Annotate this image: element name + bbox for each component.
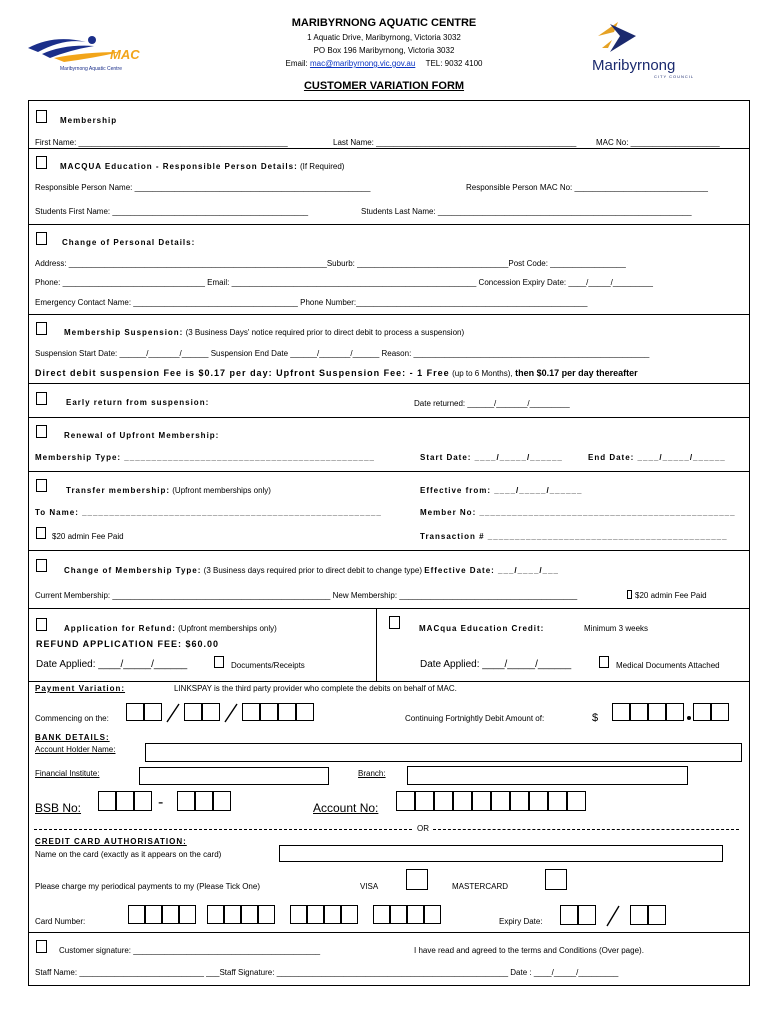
commence-year-digit-2[interactable] <box>260 703 278 721</box>
amount-digit-1[interactable] <box>612 703 630 721</box>
account-holder-input[interactable] <box>145 743 742 762</box>
card-digit[interactable] <box>162 905 179 924</box>
mac-logo-text: MAC <box>110 47 140 62</box>
column-divider <box>376 608 377 681</box>
address-suburb-postcode-fields[interactable]: Address: __________________________________________________________Suburb: __________________________________Post Code: _________________ <box>35 259 626 268</box>
edu-credit-title: MACqua Education Credit: <box>419 624 545 633</box>
financial-institute-label: Financial Institute: <box>35 769 100 778</box>
refund-fee: REFUND APPLICATION FEE: $60.00 <box>36 639 220 649</box>
suspension-note: (3 Business Days' notice required prior to direct debit to process a suspension) <box>185 328 465 337</box>
current-new-membership-fields[interactable]: Current Membership: _________________________________________________ New Membership: ________________________________________ <box>35 591 578 600</box>
education-title: MACQUA Education - Responsible Person Details: <box>60 162 298 171</box>
account-digit-10[interactable] <box>567 791 586 811</box>
refund-header <box>64 624 277 634</box>
personal-details-title: Change of Personal Details: <box>62 238 196 247</box>
account-digit-7[interactable] <box>510 791 529 811</box>
transfer-fee-checkbox[interactable] <box>36 527 46 539</box>
education-note: (If Required) <box>299 162 345 171</box>
effective-from-field[interactable]: Effective from: ____/_____/______ <box>420 486 583 495</box>
early-return-checkbox[interactable] <box>36 392 47 405</box>
early-return-title: Early return from suspension: <box>66 398 210 407</box>
suspension-title: Membership Suspension: <box>64 328 184 337</box>
please-charge-label: Please charge my periodical payments to my (Please Tick One) <box>35 882 260 891</box>
card-digit[interactable] <box>241 905 258 924</box>
students-last-name-field[interactable]: Students Last Name: _________________________________________________________ <box>361 207 692 216</box>
suspension-dates-fields[interactable]: Suspension Start Date: ______/_______/______ Suspension End Date ______/_______/______ Reason: _____________________________________________________ <box>35 349 650 358</box>
card-digit[interactable] <box>307 905 324 924</box>
credit-card-title: CREDIT CARD AUTHORISATION: <box>35 837 187 846</box>
divider <box>28 148 750 149</box>
mac-logo-subtitle: Maribyrnong Aquatic Centre <box>60 66 122 72</box>
card-digit[interactable] <box>341 905 358 924</box>
transaction-field[interactable]: Transaction # ____________________________________________ <box>420 532 728 541</box>
commence-year-digit-4[interactable] <box>296 703 314 721</box>
renewal-title: Renewal of Upfront Membership: <box>64 431 220 440</box>
card-digit[interactable] <box>258 905 275 924</box>
medical-documents-checkbox[interactable] <box>599 656 609 668</box>
bsb-digit-5[interactable] <box>195 791 213 811</box>
linkspay-note: LINKSPAY is the third party provider who complete the debits on behalf of MAC. <box>174 684 457 693</box>
card-digit[interactable] <box>424 905 441 924</box>
expiry-year-digit-1[interactable] <box>630 905 648 925</box>
card-digit[interactable] <box>324 905 341 924</box>
refund-title: Application for Refund: <box>64 624 176 633</box>
refund-note: (Upfront memberships only) <box>178 624 277 633</box>
change-type-fee-checkbox[interactable] <box>627 590 632 599</box>
medical-documents-label: Medical Documents Attached <box>616 661 720 670</box>
divider <box>28 608 750 609</box>
account-digit-1[interactable] <box>396 791 415 811</box>
divider <box>28 224 750 225</box>
first-name-field[interactable]: First Name: _______________________________________________ <box>35 138 288 147</box>
refund-documents-label: Documents/Receipts <box>231 661 305 670</box>
staff-fields[interactable]: Staff Name: ____________________________ ___Staff Signature: ____________________________________________________ Date : ____/_____/_________ <box>35 968 619 977</box>
end-date-field[interactable]: End Date: ____/_____/______ <box>588 453 726 462</box>
membership-checkbox[interactable] <box>36 110 47 123</box>
change-type-header <box>64 566 559 576</box>
or-separator-left <box>34 829 412 830</box>
expiry-date-label: Expiry Date: <box>499 917 543 926</box>
dollar-sign: $ <box>592 712 599 724</box>
bsb-digit-3[interactable] <box>134 791 152 811</box>
card-digit[interactable] <box>373 905 390 924</box>
edu-credit-date-applied-field[interactable]: Date Applied: ____/_____/______ <box>420 659 572 670</box>
account-digit-6[interactable] <box>491 791 510 811</box>
commence-day-digit-1[interactable] <box>126 703 144 721</box>
change-type-fee-label: $20 admin Fee Paid <box>635 591 707 600</box>
card-name-label: Name on the card (exactly as it appears on the card) <box>35 850 222 859</box>
to-name-field[interactable]: To Name: _______________________________________________________ <box>35 508 382 517</box>
refund-documents-checkbox[interactable] <box>214 656 224 668</box>
bsb-digit-2[interactable] <box>116 791 134 811</box>
emergency-contact-fields[interactable]: Emergency Contact Name: _____________________________________ Phone Number:____________________________________________________ <box>35 298 588 307</box>
bsb-dash: - <box>158 794 164 811</box>
education-checkbox[interactable] <box>36 156 47 169</box>
account-digit-4[interactable] <box>453 791 472 811</box>
card-digit[interactable] <box>407 905 424 924</box>
account-digit-9[interactable] <box>548 791 567 811</box>
card-digit[interactable] <box>224 905 241 924</box>
card-digit[interactable] <box>179 905 196 924</box>
change-type-effective-field[interactable]: Effective Date: ___/____/___ <box>424 566 559 575</box>
council-logo <box>588 14 720 80</box>
email-link[interactable]: mac@maribyrnong.vic.gov.au <box>309 59 416 68</box>
account-digit-8[interactable] <box>529 791 548 811</box>
renewal-checkbox[interactable] <box>36 425 47 438</box>
commence-month-digit-2[interactable] <box>202 703 220 721</box>
branch-label: Branch: <box>358 769 386 778</box>
refund-date-applied-field[interactable]: Date Applied: ____/_____/______ <box>36 659 188 670</box>
suspension-fee-b: (up to 6 Months), <box>452 369 513 378</box>
personal-details-checkbox[interactable] <box>36 232 47 245</box>
transfer-checkbox[interactable] <box>36 479 47 492</box>
continuing-label: Continuing Fortnightly Debit Amount of: <box>405 714 545 723</box>
card-digit[interactable] <box>128 905 145 924</box>
customer-signature-field[interactable]: Customer signature: __________________________________________ <box>59 946 321 955</box>
terms-agreement-text: I have read and agreed to the terms and Conditions (Over page). <box>414 946 644 955</box>
suspension-header <box>64 328 464 338</box>
payment-variation-title: Payment Variation: <box>35 684 126 693</box>
amount-cents-digit-2[interactable] <box>711 703 729 721</box>
change-type-checkbox[interactable] <box>36 559 47 572</box>
expiry-year-digit-2[interactable] <box>648 905 666 925</box>
divider <box>28 550 750 551</box>
date-separator-icon <box>164 702 182 724</box>
org-name: MARIBYRNONG AQUATIC CENTRE <box>291 17 477 29</box>
commencing-label: Commencing on the: <box>35 714 109 723</box>
commence-month-digit-1[interactable] <box>184 703 202 721</box>
divider <box>28 681 750 682</box>
visa-checkbox[interactable] <box>406 869 428 890</box>
transfer-fee-label: $20 admin Fee Paid <box>52 532 124 541</box>
member-no-field[interactable]: Member No: _______________________________________________ <box>420 508 736 517</box>
card-digit[interactable] <box>145 905 162 924</box>
card-digit[interactable] <box>290 905 307 924</box>
branch-input[interactable] <box>407 766 688 785</box>
divider <box>28 471 750 472</box>
phone-email-concession-fields[interactable]: Phone: ________________________________ Email: _______________________________________________________ Concession Expiry Date: ____/_____/_________ <box>35 278 653 287</box>
responsible-person-name-field[interactable]: Responsible Person Name: _____________________________________________________ <box>35 183 371 192</box>
responsible-person-mac-field[interactable]: Responsible Person MAC No: ______________________________ <box>466 183 708 192</box>
refund-checkbox[interactable] <box>36 618 47 631</box>
decimal-point <box>687 716 691 720</box>
financial-institute-input[interactable] <box>139 767 329 785</box>
mac-no-field[interactable]: MAC No: ____________________ <box>596 138 720 147</box>
transfer-header <box>66 486 271 496</box>
card-digit[interactable] <box>390 905 407 924</box>
bank-details-title: BANK DETAILS: <box>35 733 110 742</box>
transfer-note: (Upfront memberships only) <box>172 486 271 495</box>
mastercard-checkbox[interactable] <box>545 869 567 890</box>
divider <box>28 932 750 933</box>
amount-digit-3[interactable] <box>648 703 666 721</box>
bsb-digit-6[interactable] <box>213 791 231 811</box>
edu-credit-checkbox[interactable] <box>389 616 400 629</box>
date-separator-icon <box>222 702 240 724</box>
account-no-label: Account No: <box>313 801 379 815</box>
customer-signature-checkbox[interactable] <box>36 940 47 953</box>
membership-type-field[interactable]: Membership Type: ______________________________________________ <box>35 453 375 462</box>
address-line-1: 1 Aquatic Drive, Maribyrnong, Victoria 3032 <box>307 33 461 42</box>
divider <box>28 417 750 418</box>
education-header <box>60 162 344 172</box>
bsb-digit-1[interactable] <box>98 791 116 811</box>
telephone: TEL: 9032 4100 <box>425 59 483 68</box>
account-digit-2[interactable] <box>415 791 434 811</box>
form-title: CUSTOMER VARIATION FORM <box>303 80 465 92</box>
suspension-fee-line <box>35 368 638 379</box>
visa-label: VISA <box>360 882 379 891</box>
card-number-label: Card Number: <box>35 917 86 926</box>
account-holder-label: Account Holder Name: <box>35 745 116 754</box>
suspension-fee-c: then $0.17 per day thereafter <box>515 368 638 378</box>
transfer-title: Transfer membership: <box>66 486 171 495</box>
change-type-note: (3 Business days required prior to direct debit to change type) <box>203 566 422 575</box>
date-returned-field[interactable]: Date returned: ______/_______/_________ <box>414 399 570 408</box>
amount-digit-2[interactable] <box>630 703 648 721</box>
suspension-checkbox[interactable] <box>36 322 47 335</box>
membership-title: Membership <box>60 116 118 125</box>
card-name-input[interactable] <box>279 845 723 862</box>
bsb-label: BSB No: <box>35 801 82 815</box>
suspension-fee-a: Direct debit suspension Fee is $0.17 per day: Upfront Suspension Fee: - 1 Free <box>35 368 450 378</box>
account-digit-5[interactable] <box>472 791 491 811</box>
divider <box>28 383 750 384</box>
account-digit-3[interactable] <box>434 791 453 811</box>
commence-year-digit-1[interactable] <box>242 703 260 721</box>
mastercard-label: MASTERCARD <box>452 882 509 891</box>
council-logo-text: Maribyrnong <box>592 57 676 74</box>
commence-day-digit-2[interactable] <box>144 703 162 721</box>
amount-digit-4[interactable] <box>666 703 684 721</box>
last-name-field[interactable]: Last Name: _____________________________________________ <box>333 138 577 147</box>
start-date-field[interactable]: Start Date: ____/_____/______ <box>420 453 563 462</box>
expiry-month-digit-1[interactable] <box>560 905 578 925</box>
commence-year-digit-3[interactable] <box>278 703 296 721</box>
expiry-month-digit-2[interactable] <box>578 905 596 925</box>
address-line-2: PO Box 196 Maribyrnong, Victoria 3032 <box>313 46 455 55</box>
council-logo-subtitle: CITY COUNCIL <box>654 74 695 79</box>
divider <box>28 314 750 315</box>
change-type-title: Change of Membership Type: <box>64 566 202 575</box>
card-digit[interactable] <box>207 905 224 924</box>
students-first-name-field[interactable]: Students First Name: ____________________________________________ <box>35 207 309 216</box>
edu-credit-minimum: Minimum 3 weeks <box>584 624 649 633</box>
email-label: Email: <box>285 59 308 68</box>
expiry-separator-icon <box>603 904 623 928</box>
or-separator-right <box>433 829 739 830</box>
bsb-digit-4[interactable] <box>177 791 195 811</box>
amount-cents-digit-1[interactable] <box>693 703 711 721</box>
or-label: OR <box>417 824 429 833</box>
